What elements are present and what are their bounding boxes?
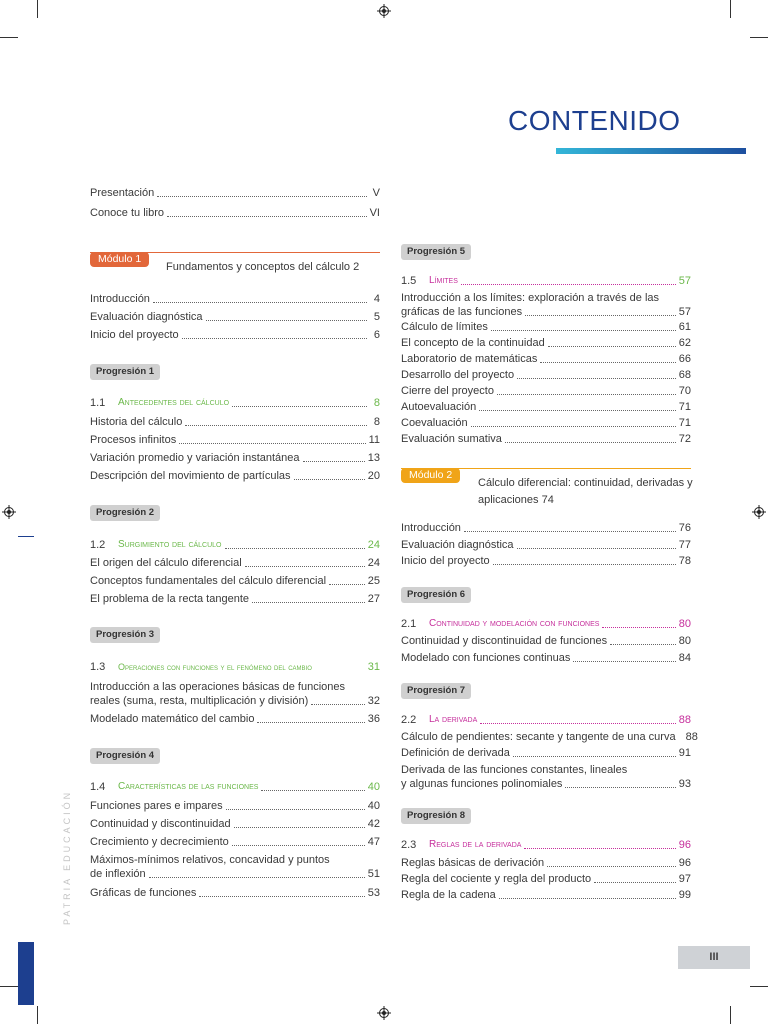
toc-entry[interactable]: El concepto de la continuidad 62 [401,337,691,349]
progression-badge: Progresión 8 [401,808,471,824]
toc-entry[interactable]: Inicio del proyecto 78 [401,555,691,567]
toc-entry[interactable]: Evaluación diagnóstica 5 [90,311,380,323]
toc-entry[interactable]: Introducción a las operaciones básicas de funciones reales (suma, resta, multiplicación y división) 32 [90,681,380,707]
toc-section[interactable]: 2.1 Continuidad y modelación con funciones 80 [401,618,691,630]
toc-entry[interactable]: Procesos infinitos 11 [90,434,380,446]
toc-section[interactable]: 1.1 Antecedentes del cálculo 8 [90,397,380,409]
toc-section[interactable]: 1.3 Operaciones con funciones y el fenómeno del cambio 31 [90,661,380,673]
toc-entry[interactable]: Regla de la cadena 99 [401,889,691,901]
toc-entry[interactable]: Introducción 4 [90,293,380,305]
toc-entry[interactable]: Descripción del movimiento de partículas 20 [90,470,380,482]
toc-section[interactable]: 2.3 Reglas de la derivada 96 [401,839,691,851]
toc-entry[interactable]: Desarrollo del proyecto 68 [401,369,691,381]
toc-entry[interactable]: Crecimiento y decrecimiento 47 [90,836,380,848]
module-badge: Módulo 2 [401,468,460,483]
side-marker [18,536,34,537]
progression-badge: Progresión 5 [401,244,471,260]
toc-entry[interactable]: Coevaluación 71 [401,417,691,429]
toc-section[interactable]: 1.5 Límites 57 [401,275,691,287]
crop-mark [37,0,38,18]
toc-entry[interactable]: Definición de derivada 91 [401,747,691,759]
toc-entry[interactable]: Reglas básicas de derivación 96 [401,857,691,869]
crop-mark [37,1006,38,1024]
crop-mark [750,986,768,987]
toc-entry[interactable]: Presentación V [90,187,380,199]
toc-entry[interactable]: Modelado matemático del cambio 36 [90,713,380,725]
toc-entry[interactable]: El problema de la recta tangente 27 [90,593,380,605]
toc-entry[interactable]: Cálculo de pendientes: secante y tangente de una curva 88 [401,731,698,743]
registration-mark-icon [377,4,391,18]
module-badge: Módulo 1 [90,252,149,267]
crop-mark [0,37,18,38]
module-title[interactable]: Cálculo diferencial: continuidad, derivadas y aplicaciones 74 [478,477,693,506]
toc-entry[interactable]: Continuidad y discontinuidad de funciones 80 [401,635,691,647]
registration-mark-icon [377,1006,391,1020]
toc-entry[interactable]: Introducción 76 [401,522,691,534]
toc-entry[interactable]: Inicio del proyecto 6 [90,329,380,341]
side-color-bar [18,942,34,1005]
toc-section[interactable]: 1.4 Características de las funciones 40 [90,781,380,793]
toc-entry[interactable]: Conceptos fundamentales del cálculo diferencial 25 [90,575,380,587]
title-underline [556,148,746,154]
toc-entry[interactable]: Continuidad y discontinuidad 42 [90,818,380,830]
toc-section[interactable]: 2.2 La derivada 88 [401,714,691,726]
toc-entry[interactable]: Cierre del proyecto 70 [401,385,691,397]
toc-entry[interactable]: Cálculo de límites 61 [401,321,691,333]
progression-badge: Progresión 1 [90,364,160,380]
toc-entry[interactable]: Funciones pares e impares 40 [90,800,380,812]
progression-badge: Progresión 2 [90,505,160,521]
toc-section[interactable]: 1.2 Surgimiento del cálculo 24 [90,539,380,551]
publisher-side-text: PATRIA EDUCACIÓN [62,789,72,925]
toc-entry[interactable]: Evaluación diagnóstica 77 [401,539,691,551]
toc-entry[interactable]: El origen del cálculo diferencial 24 [90,557,380,569]
toc-entry[interactable]: Historia del cálculo 8 [90,416,380,428]
registration-mark-icon [2,505,16,519]
toc-entry[interactable]: Variación promedio y variación instantánea 13 [90,452,380,464]
toc-entry[interactable]: Introducción a los límites: exploración a través de las gráficas de las funciones 57 [401,292,691,318]
toc-entry[interactable]: Conoce tu libro VI [90,207,380,219]
progression-badge: Progresión 6 [401,587,471,603]
crop-mark [0,986,18,987]
toc-entry[interactable]: Máximos-mínimos relativos, concavidad y puntos de inflexión 51 [90,854,380,880]
module-title[interactable]: Fundamentos y conceptos del cálculo 2 [166,261,360,273]
crop-mark [750,37,768,38]
toc-entry[interactable]: Laboratorio de matemáticas 66 [401,353,691,365]
toc-entry[interactable]: Evaluación sumativa 72 [401,433,691,445]
progression-badge: Progresión 7 [401,683,471,699]
progression-badge: Progresión 4 [90,748,160,764]
crop-mark [730,1006,731,1024]
toc-entry[interactable]: Gráficas de funciones 53 [90,887,380,899]
page-number: III [678,946,750,969]
toc-entry[interactable]: Modelado con funciones continuas 84 [401,652,691,664]
registration-mark-icon [752,505,766,519]
toc-entry[interactable]: Autoevaluación 71 [401,401,691,413]
page-title: CONTENIDO [508,105,681,136]
toc-entry[interactable]: Derivada de las funciones constantes, lineales y algunas funciones polinomiales 93 [401,764,691,790]
progression-badge: Progresión 3 [90,627,160,643]
crop-mark [730,0,731,18]
toc-entry[interactable]: Regla del cociente y regla del producto 97 [401,873,691,885]
